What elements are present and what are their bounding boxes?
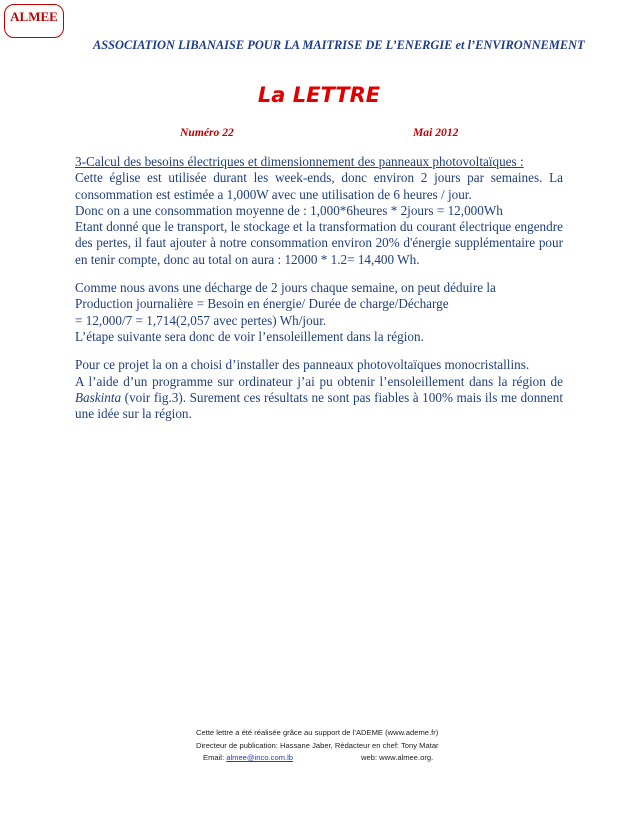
website-text: web: www.almee.org. <box>361 753 434 763</box>
paragraph-text: (voir fig.3). Surement ces résultats ne sont pas fiables à 100% mais ils me donnent une idée sur la région. <box>75 389 563 422</box>
paragraph: Donc on a une consommation moyenne de : 1,000*6heures * 2jours = 12,000Wh <box>75 202 503 218</box>
email-label: Email: <box>203 753 227 763</box>
footer-contact <box>196 752 439 765</box>
logo-text: ALMEE <box>10 9 58 24</box>
newsletter-title: La LETTRE <box>257 83 381 107</box>
paragraph-text: A l’aide d’un programme sur ordinateur j’ai pu obtenir l’ensoleillement dans la région de <box>75 373 563 389</box>
email-link[interactable]: almee@inco.com.lb <box>226 753 294 763</box>
paragraph <box>75 374 563 423</box>
footer-credits: Cette lettre a été réalisée grâce au support de l’ADEME (www.ademe.fr) <box>196 728 439 737</box>
place-name: Baskinta <box>75 389 122 405</box>
paragraph: Etant donné que le transport, le stockage et la transformation du courant électrique engendre des pertes, il faut ajouter à notre consommation environ 20% d'énergie supplémentaire pour en tenir compte, donc au total on aura : 12000 * 1.2= 14,400 Wh. <box>75 219 563 267</box>
paragraph: Pour ce projet la on a choisi d’installer des panneaux photovoltaïques monocristallins. <box>75 357 530 373</box>
article-body <box>75 154 563 422</box>
paragraph: = 12,000/7 = 1,714(2,057 avec pertes) Wh/jour. <box>75 312 327 328</box>
paragraph: Comme nous avons une décharge de 2 jours chaque semaine, on peut déduire la <box>75 280 496 296</box>
paragraph: Production journalière = Besoin en énergie/ Durée de charge/Décharge <box>75 296 449 312</box>
paragraph: Cette église est utilisée durant les week-ends, donc environ 2 jours par semaines. La consommation est estimée a 1,000W avec une utilisation de 6 heures / jour. <box>75 170 563 202</box>
paragraph: L’étape suivante sera donc de voir l’ensoleillement dans la région. <box>75 328 424 344</box>
issue-date: Mai 2012 <box>413 126 459 139</box>
footer-editors: Directeur de publication: Hassane Jaber, Rédacteur en chef: Tony Matar <box>196 740 439 750</box>
footer <box>196 727 439 765</box>
almee-logo <box>4 4 64 38</box>
section-heading: 3-Calcul des besoins électriques et dimensionnement des panneaux photovoltaïques : <box>75 154 524 169</box>
association-name: ASSOCIATION LIBANAISE POUR LA MAITRISE DE L’ENERGIE et l’ENVIRONNEMENT <box>93 38 585 52</box>
issue-number: Numéro 22 <box>180 126 234 139</box>
